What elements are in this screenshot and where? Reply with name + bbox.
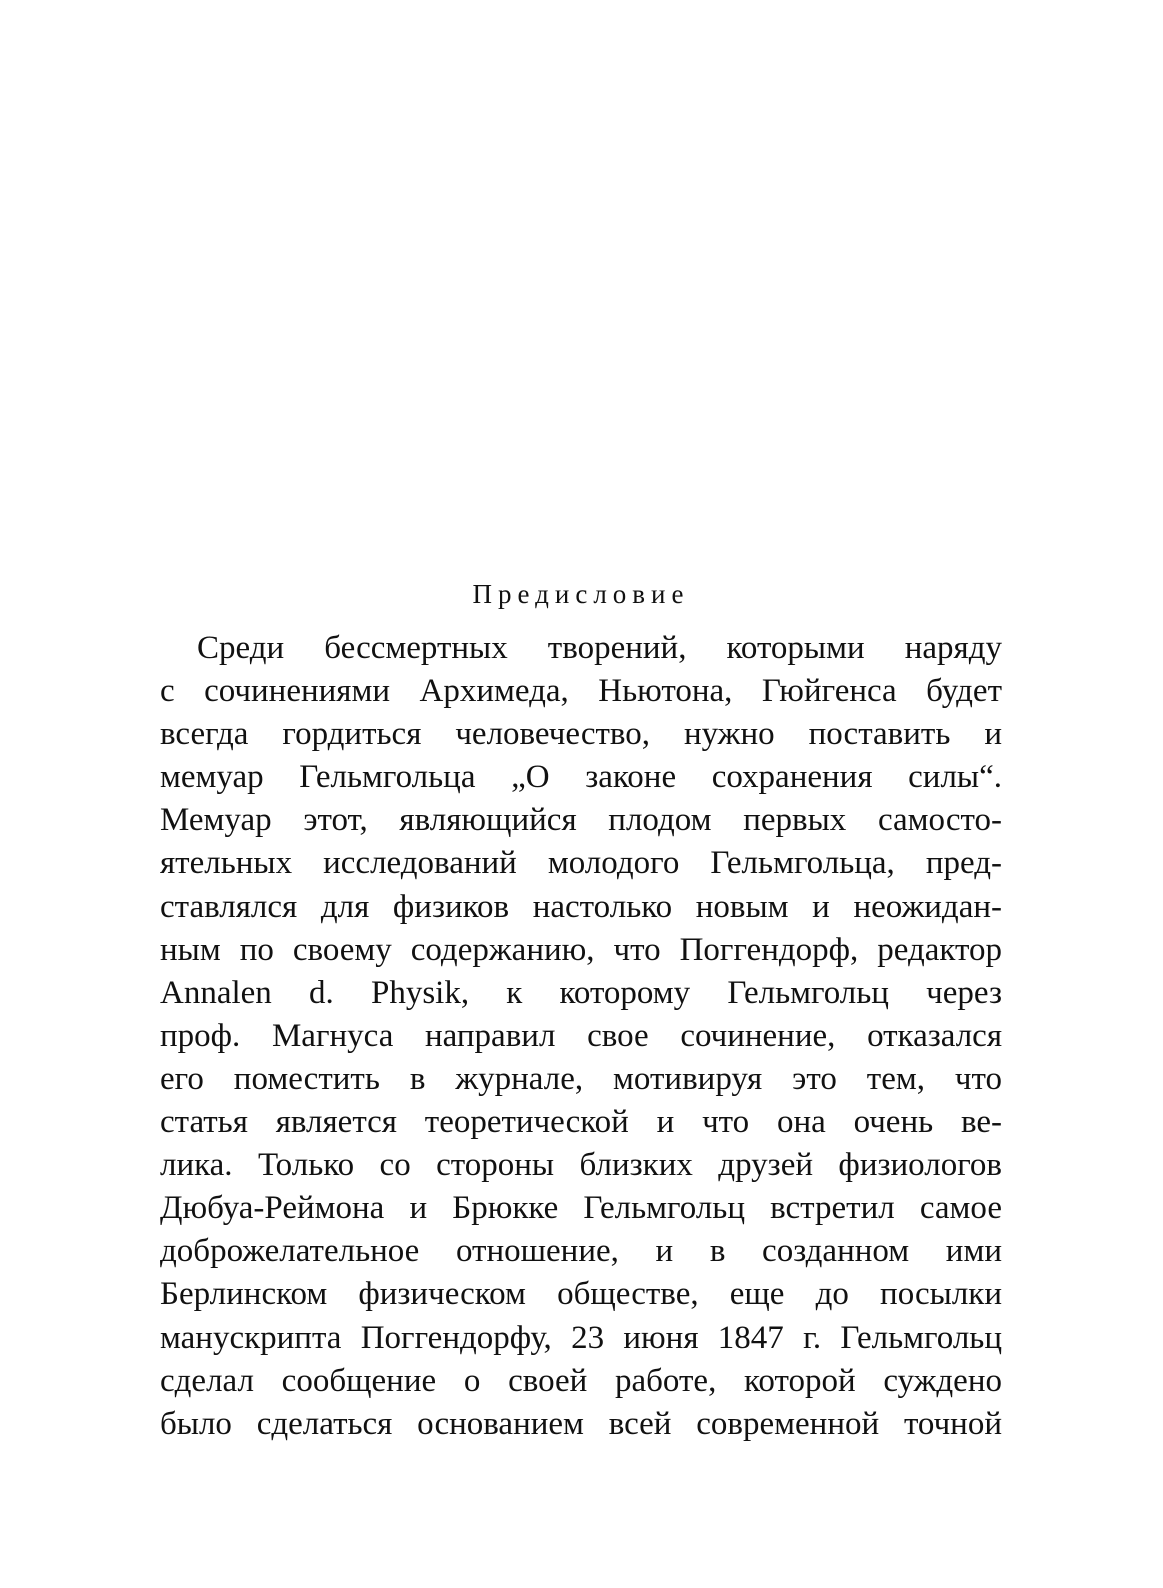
text-line: ным по своему содержанию, что Поггендорф, редактор bbox=[160, 931, 1002, 968]
text-line: сделал сообщение о своей работе, которой суждено bbox=[160, 1362, 1002, 1399]
body-text bbox=[160, 627, 1002, 1446]
text-line: статья является теоретической и что она очень ве- bbox=[160, 1104, 1002, 1141]
text-line: манускрипта Поггендорфу, 23 июня 1847 г. Гельмгольц bbox=[160, 1319, 1002, 1356]
text-line: с сочинениями Архимеда, Ньютона, Гюйгенса будет bbox=[160, 673, 1002, 710]
text-line: ятельных исследований молодого Гельмгольца, пред- bbox=[160, 845, 1002, 882]
text-line: всегда гордиться человечество, нужно поставить и bbox=[160, 716, 1002, 753]
text-line: Мемуар этот, являющийся плодом первых самосто- bbox=[160, 802, 1002, 839]
text-line: его поместить в журнале, мотивируя это тем, что bbox=[160, 1060, 1002, 1097]
text-line: Дюбуа-Реймона и Брюкке Гельмгольц встретил самое bbox=[160, 1190, 1002, 1227]
text-line: было сделаться основанием всей современной точной bbox=[160, 1405, 1002, 1442]
text-line: Берлинском физическом обществе, еще до посылки bbox=[160, 1276, 1002, 1313]
text-line: лика. Только со стороны близких друзей физиологов bbox=[160, 1147, 1002, 1184]
text-line: ставлялся для физиков настолько новым и неожидан- bbox=[160, 888, 1002, 925]
text-line: доброжелательное отношение, и в созданном ими bbox=[160, 1233, 1002, 1270]
text-line: Среди бессмертных творений, которыми наряду bbox=[197, 630, 1002, 666]
text-line: Annalen d. Physik, к которому Гельмгольц через bbox=[160, 974, 1002, 1011]
text-line: проф. Магнуса направил свое сочинение, отказался bbox=[160, 1017, 1002, 1054]
page-heading: Предисловие bbox=[472, 579, 690, 609]
text-line: мемуар Гельмгольца „О законе сохранения силы“. bbox=[160, 759, 1002, 796]
